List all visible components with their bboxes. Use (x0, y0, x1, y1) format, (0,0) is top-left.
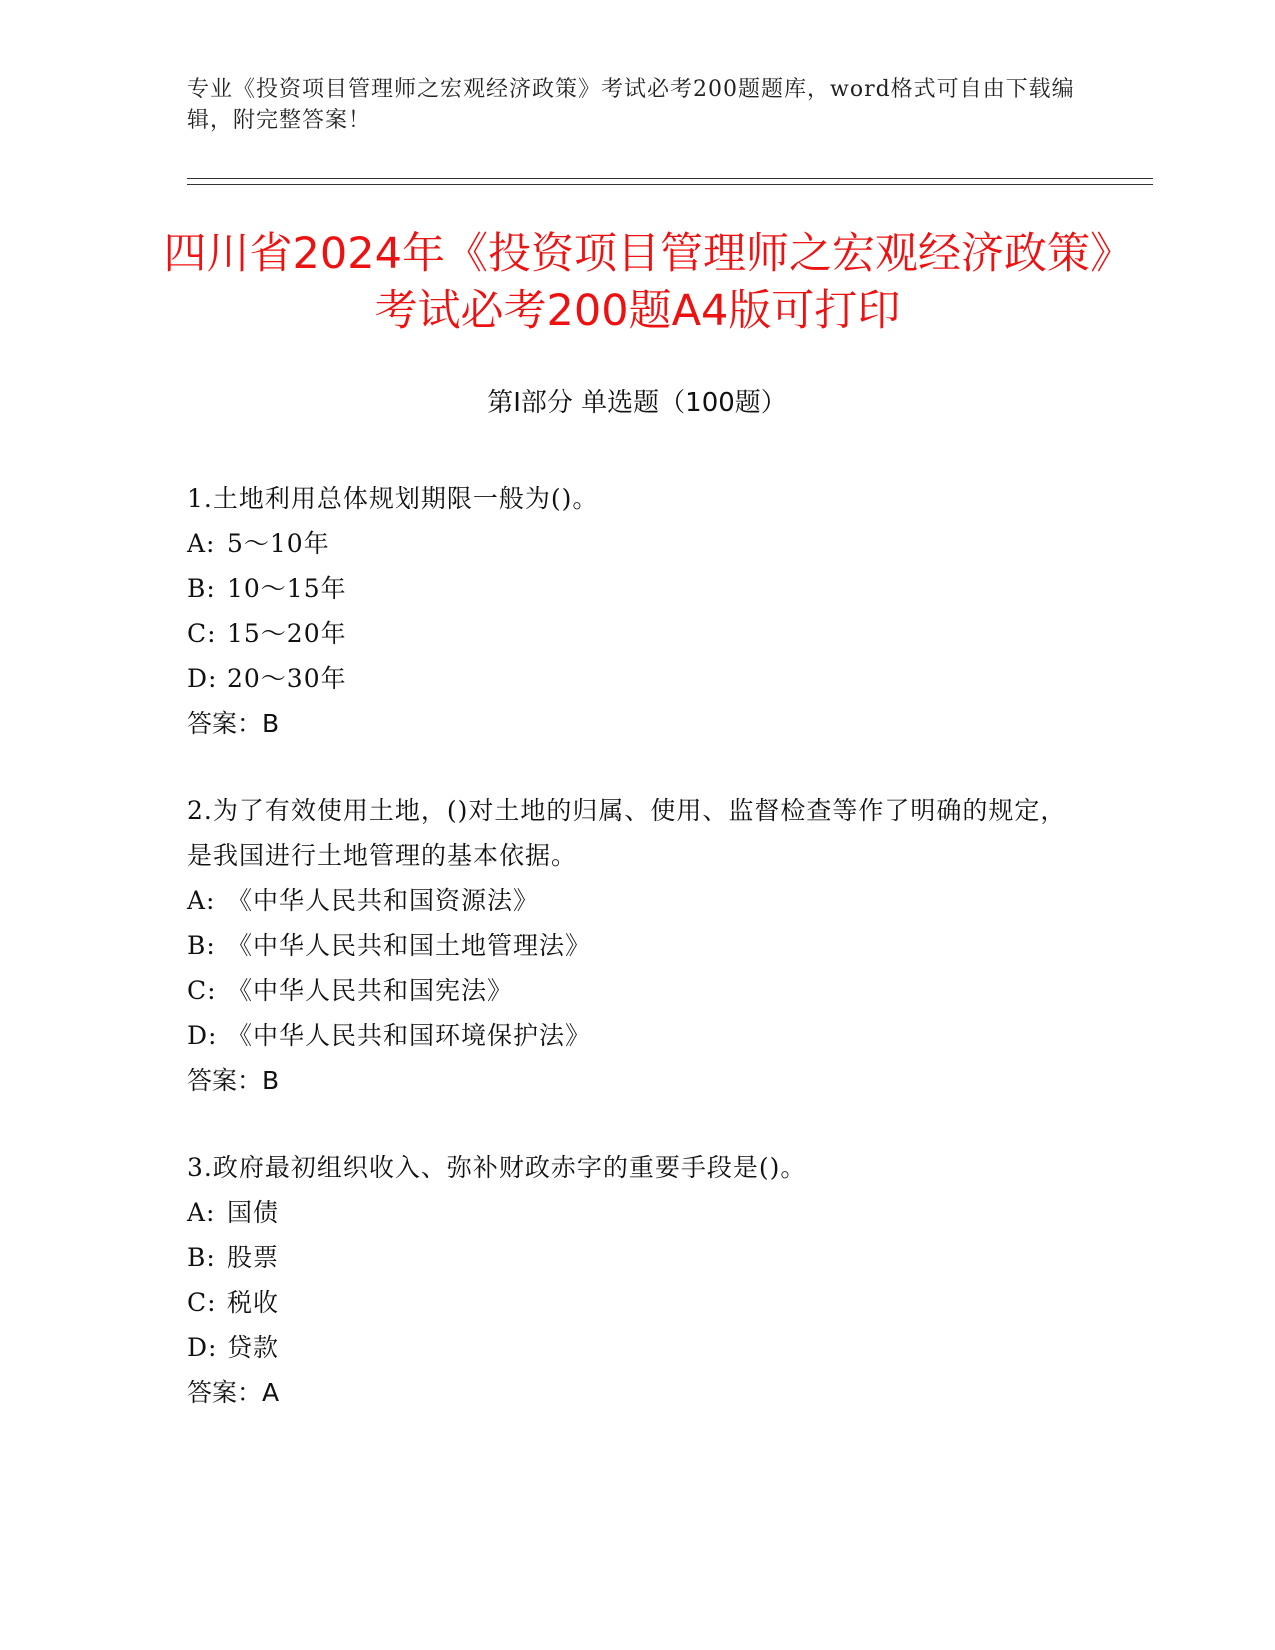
option-letter: D: (187, 1021, 218, 1050)
option-letter: B: (187, 1243, 216, 1272)
document-title: 四川省2024年《投资项目管理师之宏观经济政策》考试必考200题A4版可打印 (163, 229, 1112, 336)
question-3 (187, 1145, 1087, 1415)
question-2 (187, 788, 1087, 1103)
answer-line: 答案：B (187, 709, 280, 738)
option-b (187, 923, 1087, 968)
option-letter: D: (187, 1333, 218, 1362)
option-text: 税收 (227, 1288, 280, 1317)
option-text: 《中华人民共和国环境保护法》 (227, 1021, 592, 1050)
option-a (187, 878, 1087, 923)
option-c (187, 968, 1087, 1013)
option-letter: C: (187, 976, 217, 1005)
option-c (187, 611, 1087, 656)
answer-line: 答案：A (187, 1378, 280, 1407)
option-text: 《中华人民共和国土地管理法》 (227, 931, 592, 960)
option-letter: A: (187, 886, 216, 915)
option-a (187, 1190, 1087, 1235)
option-text: 《中华人民共和国资源法》 (227, 886, 540, 915)
header-divider (187, 178, 1153, 185)
option-letter: C: (187, 619, 217, 648)
question-stem: 2.为了有效使用土地，()对土地的归属、使用、监督检查等作了明确的规定，是我国进行土地管理的基本依据。 (187, 796, 1067, 870)
option-letter: B: (187, 931, 216, 960)
option-text: 贷款 (227, 1333, 280, 1362)
question-1 (187, 476, 1087, 746)
option-a (187, 521, 1087, 566)
option-c (187, 1280, 1087, 1325)
option-text: 5～10年 (227, 529, 330, 558)
option-b (187, 1235, 1087, 1280)
header-note: 专业《投资项目管理师之宏观经济政策》考试必考200题题库，word格式可自由下载编辑，附完整答案！ (187, 77, 1075, 133)
option-letter: D: (187, 664, 218, 693)
option-letter: A: (187, 1198, 216, 1227)
section-title: 第I部分 单选题（100题） (487, 388, 787, 418)
question-list (187, 476, 1087, 1457)
option-text: 股票 (227, 1243, 280, 1272)
option-text: 国债 (227, 1198, 280, 1227)
question-stem: 1.土地利用总体规划期限一般为()。 (187, 484, 599, 513)
option-d (187, 656, 1087, 701)
option-text: 20～30年 (227, 664, 347, 693)
answer-line: 答案：B (187, 1066, 280, 1095)
option-letter: A: (187, 529, 216, 558)
option-letter: C: (187, 1288, 217, 1317)
option-d (187, 1013, 1087, 1058)
option-b (187, 566, 1087, 611)
option-text: 15～20年 (227, 619, 347, 648)
question-stem: 3.政府最初组织收入、弥补财政赤字的重要手段是()。 (187, 1153, 807, 1182)
option-d (187, 1325, 1087, 1370)
option-text: 10～15年 (227, 574, 347, 603)
option-letter: B: (187, 574, 216, 603)
option-text: 《中华人民共和国宪法》 (227, 976, 514, 1005)
